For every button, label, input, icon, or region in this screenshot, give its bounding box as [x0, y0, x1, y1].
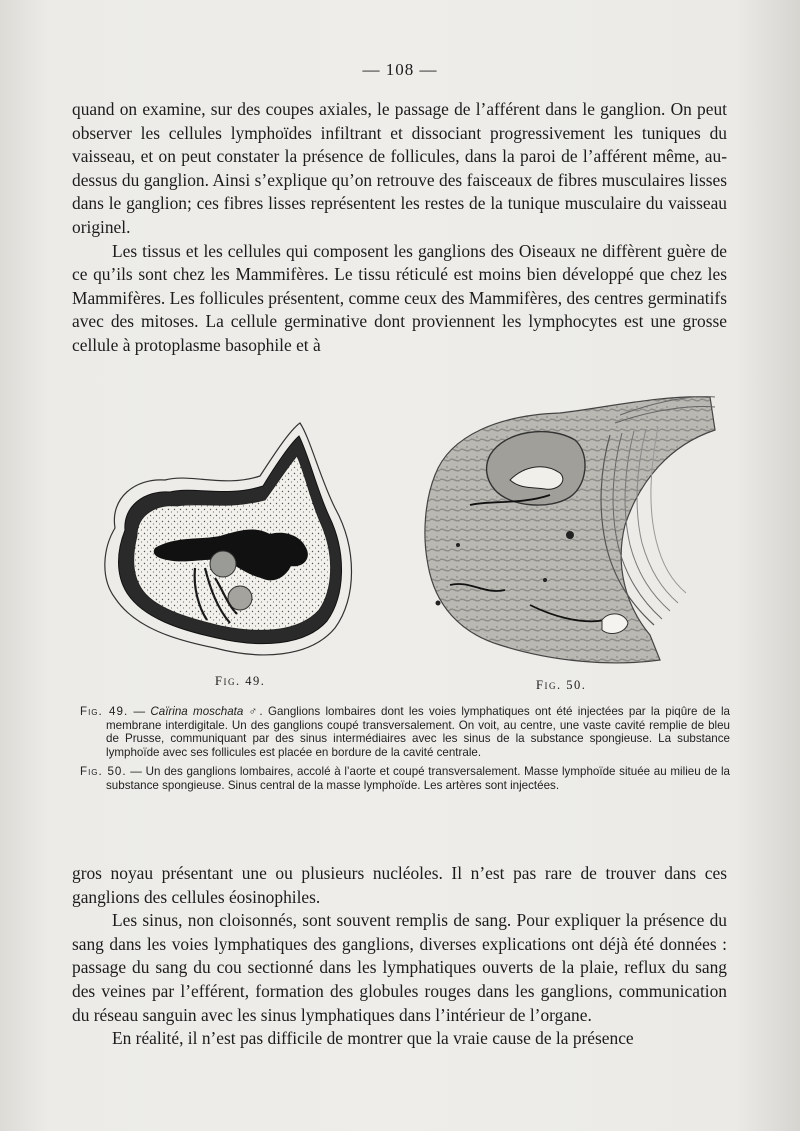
figure-50-illustration [410, 385, 720, 665]
paragraph: Les sinus, non cloisonnés, sont souvent remplis de sang. Pour expliquer la présence du sang dans les voies lymphatiques des ganglions, diverses explications ont déjà été données : passage du sang du cou sectionné dans les lymphatiques ouverts de la plaie, reflux du sang des veines par l’efférent, formation des globules rouges dans les ganglions, communication du réseau sanguin avec les sinus lymphatiques dans l’intérieur de l’organe. [72, 910, 727, 1025]
figure-50-label: Fig. 50. [536, 678, 587, 692]
paragraph: gros noyau présentant une ou plusieurs nucléoles. Il n’est pas rare de trouver dans ces ganglions des cellules éosinophiles. [72, 863, 727, 907]
figure-49-illustration [95, 418, 365, 663]
upper-text-block [72, 98, 727, 358]
caption-fig50: Fig. 50. — Un des ganglions lombaires, accolé à l’aorte et coupé transversalement. Masse lymphoïde située au milieu de la substance spongieuse. Sinus central de la masse lymphoïde. Les artères sont injectées. [80, 765, 731, 792]
paragraph: Les tissus et les cellules qui composent les ganglions des Oiseaux ne diffèrent guère de ce qu’ils sont chez les Mammifères. Le tissu réticulé est moins bien développé que chez les Mammifères. Les follicules présentent, comme ceux des Mammifères, des centres germinatifs avec des mitoses. La cellule germinative dont proviennent les lymphocytes est une grosse cellule à protoplasme basophile et à [72, 240, 727, 355]
figure-49-label: Fig. 49. [215, 674, 266, 688]
page-number: — 108 — [362, 60, 438, 79]
paragraph: quand on examine, sur des coupes axiales, le passage de l’afférent dans le ganglion. On peut observer les cellules lymphoïdes infiltrant et dissociant progressivement les tuniques du vaisseau, et on peut constater la présence de follicules, dans la paroi de l’afférent même, au-dessus du ganglion. Ainsi s’explique qu’on retrouve des faisceaux de fibres musculaires lisses dans le ganglion; ces fibres lisses représentent les restes de la tunique musculaire du vaisseau originel. [72, 99, 727, 237]
lower-text-block [72, 862, 727, 1051]
caption-fig49: Fig. 49. — Caïrina moschata ♂. Ganglions lombaires dont les voies lymphatiques ont été injectées par la piqûre de la membrane interdigitale. Un des ganglions coupé transversalement. On voit, au centre, une vaste cavité remplie de bleu de Prusse, communiquant par des sinus intermédiaires avec les sinus de la substance spongieuse. La substance lymphoïde avec ses follicules est placée en bordure de la cavité centrale. [80, 705, 731, 759]
figure-captions [80, 705, 730, 799]
paragraph: En réalité, il n’est pas difficile de montrer que la vraie cause de la présence [112, 1028, 634, 1049]
follicle [210, 551, 236, 577]
